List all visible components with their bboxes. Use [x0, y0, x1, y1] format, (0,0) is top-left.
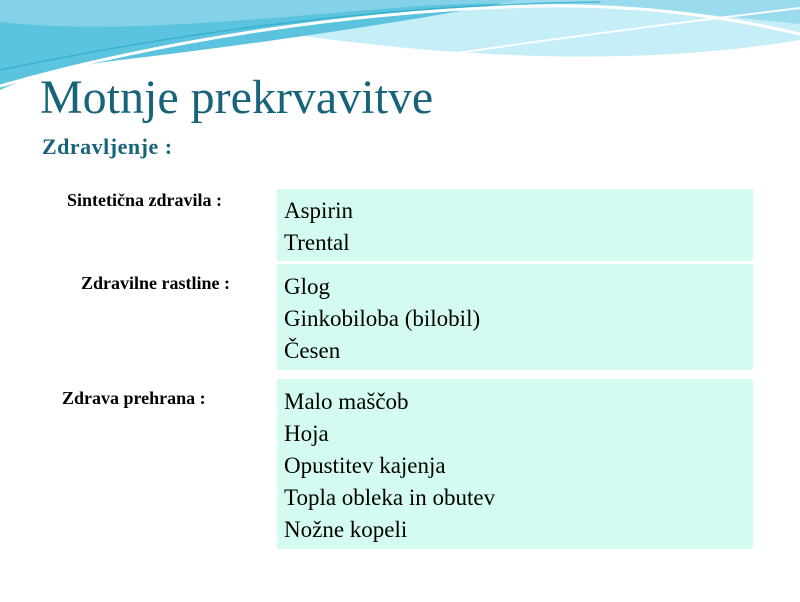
list-item: Topla obleka in obutev — [284, 485, 496, 510]
list-item: Nožne kopeli — [284, 517, 408, 542]
slide-title: Motnje prekrvavitve — [40, 71, 434, 124]
list-item: Trental — [284, 230, 350, 255]
section-label-medicinal-plants: Zdravilne rastline : — [81, 273, 230, 293]
list-item: Glog — [284, 274, 330, 299]
list-item: Malo maščob — [284, 389, 409, 414]
slide-subtitle: Zdravljenje : — [42, 134, 173, 159]
list-item: Opustitev kajenja — [284, 453, 446, 478]
section-box-medicinal-plants — [277, 264, 753, 370]
section-label-synthetic-drugs: Sintetična zdravila : — [67, 190, 222, 210]
list-item: Aspirin — [284, 198, 353, 223]
section-label-healthy-diet: Zdrava prehrana : — [62, 388, 206, 408]
list-item: Ginkobiloba (bilobil) — [284, 306, 481, 331]
list-item: Hoja — [284, 421, 329, 446]
list-item: Česen — [284, 338, 341, 363]
section-box-healthy-diet — [277, 379, 753, 549]
section-box-synthetic-drugs — [277, 189, 753, 261]
